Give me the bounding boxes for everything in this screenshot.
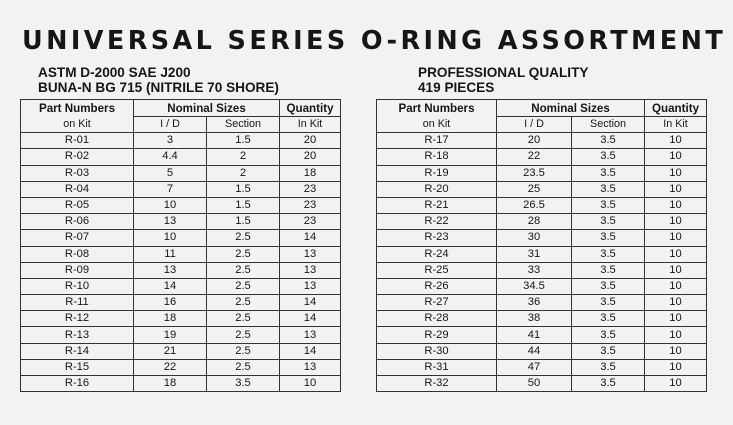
table-header-row — [21, 100, 341, 117]
quantity-cell: 10 — [645, 327, 707, 343]
part-number-cell: R-29 — [377, 327, 497, 343]
section-cell: 1.5 — [207, 133, 280, 149]
table-row — [377, 359, 707, 375]
section-header: Section — [572, 117, 645, 133]
part-number-cell: R-28 — [377, 311, 497, 327]
left-parts-table — [20, 99, 341, 392]
section-cell: 1.5 — [207, 197, 280, 213]
inner-diameter-cell: 13 — [134, 214, 207, 230]
table-row — [377, 295, 707, 311]
part-number-cell: R-08 — [21, 246, 134, 262]
quantity-cell: 10 — [645, 214, 707, 230]
inner-diameter-cell: 14 — [134, 278, 207, 294]
inner-diameter-cell: 10 — [134, 230, 207, 246]
section-header: Section — [207, 117, 280, 133]
section-cell: 3.5 — [572, 133, 645, 149]
table-row — [377, 246, 707, 262]
inner-diameter-cell: 47 — [497, 359, 572, 375]
part-number-cell: R-20 — [377, 181, 497, 197]
table-row — [21, 311, 341, 327]
page-title: UNIVERSAL SERIES O-RING ASSORTMENT — [22, 26, 727, 56]
section-cell: 3.5 — [572, 197, 645, 213]
inner-diameter-cell: 18 — [134, 311, 207, 327]
part-number-cell: R-02 — [21, 149, 134, 165]
section-cell: 2.5 — [207, 311, 280, 327]
table-row — [377, 278, 707, 294]
section-cell: 2.5 — [207, 359, 280, 375]
section-cell: 3.5 — [572, 262, 645, 278]
inner-diameter-cell: 23.5 — [497, 165, 572, 181]
quality-line-1: PROFESSIONAL QUALITY — [418, 65, 589, 80]
table-row — [377, 181, 707, 197]
table-row — [21, 359, 341, 375]
quantity-cell: 10 — [645, 246, 707, 262]
inner-diameter-cell: 22 — [497, 149, 572, 165]
quantity-cell: 10 — [645, 181, 707, 197]
part-number-cell: R-19 — [377, 165, 497, 181]
section-cell: 1.5 — [207, 214, 280, 230]
part-number-cell: R-14 — [21, 343, 134, 359]
quality-info — [418, 65, 588, 95]
in-kit-header: In Kit — [645, 117, 707, 133]
quantity-cell: 14 — [280, 295, 341, 311]
quantity-cell: 14 — [280, 230, 341, 246]
quantity-cell: 23 — [280, 181, 341, 197]
table-row — [377, 197, 707, 213]
section-cell: 3.5 — [207, 376, 280, 392]
table-row — [377, 214, 707, 230]
inner-diameter-cell: 31 — [497, 246, 572, 262]
section-cell: 3.5 — [572, 327, 645, 343]
table-row — [377, 149, 707, 165]
part-number-cell: R-31 — [377, 359, 497, 375]
part-number-cell: R-27 — [377, 295, 497, 311]
inner-diameter-cell: 10 — [134, 197, 207, 213]
part-number-cell: R-25 — [377, 262, 497, 278]
section-cell: 2 — [207, 165, 280, 181]
table-row — [21, 149, 341, 165]
table-row — [21, 214, 341, 230]
inner-diameter-cell: 5 — [134, 165, 207, 181]
table-subheader-row — [21, 117, 341, 133]
quantity-cell: 13 — [280, 278, 341, 294]
part-number-cell: R-15 — [21, 359, 134, 375]
on-kit-header: on Kit — [21, 117, 134, 133]
section-cell: 2 — [207, 149, 280, 165]
quantity-cell: 10 — [645, 278, 707, 294]
table-row — [21, 343, 341, 359]
section-cell: 3.5 — [572, 343, 645, 359]
part-number-cell: R-11 — [21, 295, 134, 311]
table-row — [21, 376, 341, 392]
quantity-cell: 14 — [280, 343, 341, 359]
section-cell: 3.5 — [572, 278, 645, 294]
inner-diameter-cell: 41 — [497, 327, 572, 343]
inner-diameter-cell: 28 — [497, 214, 572, 230]
table-row — [21, 278, 341, 294]
nominal-sizes-header: Nominal Sizes — [134, 100, 280, 117]
inner-diameter-cell: 16 — [134, 295, 207, 311]
quantity-cell: 23 — [280, 197, 341, 213]
inner-diameter-cell: 30 — [497, 230, 572, 246]
material-spec — [38, 65, 279, 95]
quantity-cell: 20 — [280, 133, 341, 149]
section-cell: 3.5 — [572, 295, 645, 311]
part-number-cell: R-22 — [377, 214, 497, 230]
quantity-cell: 10 — [645, 295, 707, 311]
inner-diameter-cell: 50 — [497, 376, 572, 392]
quantity-cell: 10 — [645, 311, 707, 327]
table-row — [377, 230, 707, 246]
part-numbers-header: Part Numbers — [21, 100, 134, 117]
quantity-header: Quantity — [645, 100, 707, 117]
quantity-cell: 10 — [645, 230, 707, 246]
quantity-cell: 10 — [645, 133, 707, 149]
table-row — [21, 230, 341, 246]
quantity-cell: 13 — [280, 327, 341, 343]
inner-diameter-cell: 44 — [497, 343, 572, 359]
inner-diameter-cell: 36 — [497, 295, 572, 311]
inner-diameter-cell: 38 — [497, 311, 572, 327]
quantity-cell: 10 — [645, 359, 707, 375]
inner-diameter-cell: 4.4 — [134, 149, 207, 165]
section-cell: 2.5 — [207, 230, 280, 246]
section-cell: 3.5 — [572, 181, 645, 197]
quantity-cell: 13 — [280, 359, 341, 375]
quantity-cell: 10 — [645, 197, 707, 213]
table-header-row — [377, 100, 707, 117]
part-number-cell: R-04 — [21, 181, 134, 197]
section-cell: 3.5 — [572, 376, 645, 392]
part-number-cell: R-24 — [377, 246, 497, 262]
right-parts-table — [376, 99, 707, 392]
part-number-cell: R-09 — [21, 262, 134, 278]
inner-diameter-cell: 34.5 — [497, 278, 572, 294]
table-subheader-row — [377, 117, 707, 133]
inner-diameter-cell: 26.5 — [497, 197, 572, 213]
inner-diameter-cell: 19 — [134, 327, 207, 343]
inner-diameter-cell: 13 — [134, 262, 207, 278]
part-number-cell: R-13 — [21, 327, 134, 343]
quantity-cell: 14 — [280, 311, 341, 327]
quantity-cell: 10 — [645, 149, 707, 165]
quantity-cell: 13 — [280, 246, 341, 262]
section-cell: 3.5 — [572, 214, 645, 230]
part-number-cell: R-06 — [21, 214, 134, 230]
quantity-cell: 10 — [645, 262, 707, 278]
section-cell: 3.5 — [572, 359, 645, 375]
section-cell: 2.5 — [207, 278, 280, 294]
id-header: I / D — [134, 117, 207, 133]
inner-diameter-cell: 21 — [134, 343, 207, 359]
part-number-cell: R-03 — [21, 165, 134, 181]
quantity-cell: 10 — [280, 376, 341, 392]
table-row — [21, 262, 341, 278]
table-row — [21, 165, 341, 181]
on-kit-header: on Kit — [377, 117, 497, 133]
inner-diameter-cell: 18 — [134, 376, 207, 392]
quantity-cell: 10 — [645, 343, 707, 359]
spec-line-2: BUNA-N BG 715 (NITRILE 70 SHORE) — [38, 80, 279, 95]
section-cell: 2.5 — [207, 262, 280, 278]
section-cell: 2.5 — [207, 295, 280, 311]
part-number-cell: R-26 — [377, 278, 497, 294]
part-number-cell: R-23 — [377, 230, 497, 246]
quantity-cell: 18 — [280, 165, 341, 181]
part-number-cell: R-01 — [21, 133, 134, 149]
quantity-cell: 10 — [645, 165, 707, 181]
part-number-cell: R-17 — [377, 133, 497, 149]
section-cell: 1.5 — [207, 181, 280, 197]
section-cell: 3.5 — [572, 165, 645, 181]
section-cell: 2.5 — [207, 327, 280, 343]
table-row — [21, 197, 341, 213]
inner-diameter-cell: 22 — [134, 359, 207, 375]
table-row — [377, 327, 707, 343]
table-row — [21, 327, 341, 343]
inner-diameter-cell: 20 — [497, 133, 572, 149]
table-row — [21, 295, 341, 311]
table-row — [377, 262, 707, 278]
table-row — [377, 376, 707, 392]
inner-diameter-cell: 7 — [134, 181, 207, 197]
section-cell: 3.5 — [572, 246, 645, 262]
table-row — [377, 133, 707, 149]
section-cell: 3.5 — [572, 311, 645, 327]
part-number-cell: R-05 — [21, 197, 134, 213]
table-row — [377, 343, 707, 359]
part-number-cell: R-18 — [377, 149, 497, 165]
quantity-cell: 10 — [645, 376, 707, 392]
quantity-cell: 20 — [280, 149, 341, 165]
table-row — [377, 165, 707, 181]
part-number-cell: R-32 — [377, 376, 497, 392]
part-numbers-header: Part Numbers — [377, 100, 497, 117]
quality-line-2: 419 PIECES — [418, 80, 495, 95]
section-cell: 3.5 — [572, 149, 645, 165]
part-number-cell: R-16 — [21, 376, 134, 392]
part-number-cell: R-21 — [377, 197, 497, 213]
spec-line-1: ASTM D-2000 SAE J200 — [38, 65, 191, 80]
part-number-cell: R-30 — [377, 343, 497, 359]
id-header: I / D — [497, 117, 572, 133]
inner-diameter-cell: 25 — [497, 181, 572, 197]
part-number-cell: R-10 — [21, 278, 134, 294]
quantity-cell: 13 — [280, 262, 341, 278]
nominal-sizes-header: Nominal Sizes — [497, 100, 645, 117]
part-number-cell: R-07 — [21, 230, 134, 246]
inner-diameter-cell: 3 — [134, 133, 207, 149]
table-row — [21, 133, 341, 149]
inner-diameter-cell: 11 — [134, 246, 207, 262]
inner-diameter-cell: 33 — [497, 262, 572, 278]
quantity-cell: 23 — [280, 214, 341, 230]
in-kit-header: In Kit — [280, 117, 341, 133]
section-cell: 2.5 — [207, 343, 280, 359]
table-row — [377, 311, 707, 327]
part-number-cell: R-12 — [21, 311, 134, 327]
section-cell: 3.5 — [572, 230, 645, 246]
quantity-header: Quantity — [280, 100, 341, 117]
table-row — [21, 181, 341, 197]
section-cell: 2.5 — [207, 246, 280, 262]
table-row — [21, 246, 341, 262]
